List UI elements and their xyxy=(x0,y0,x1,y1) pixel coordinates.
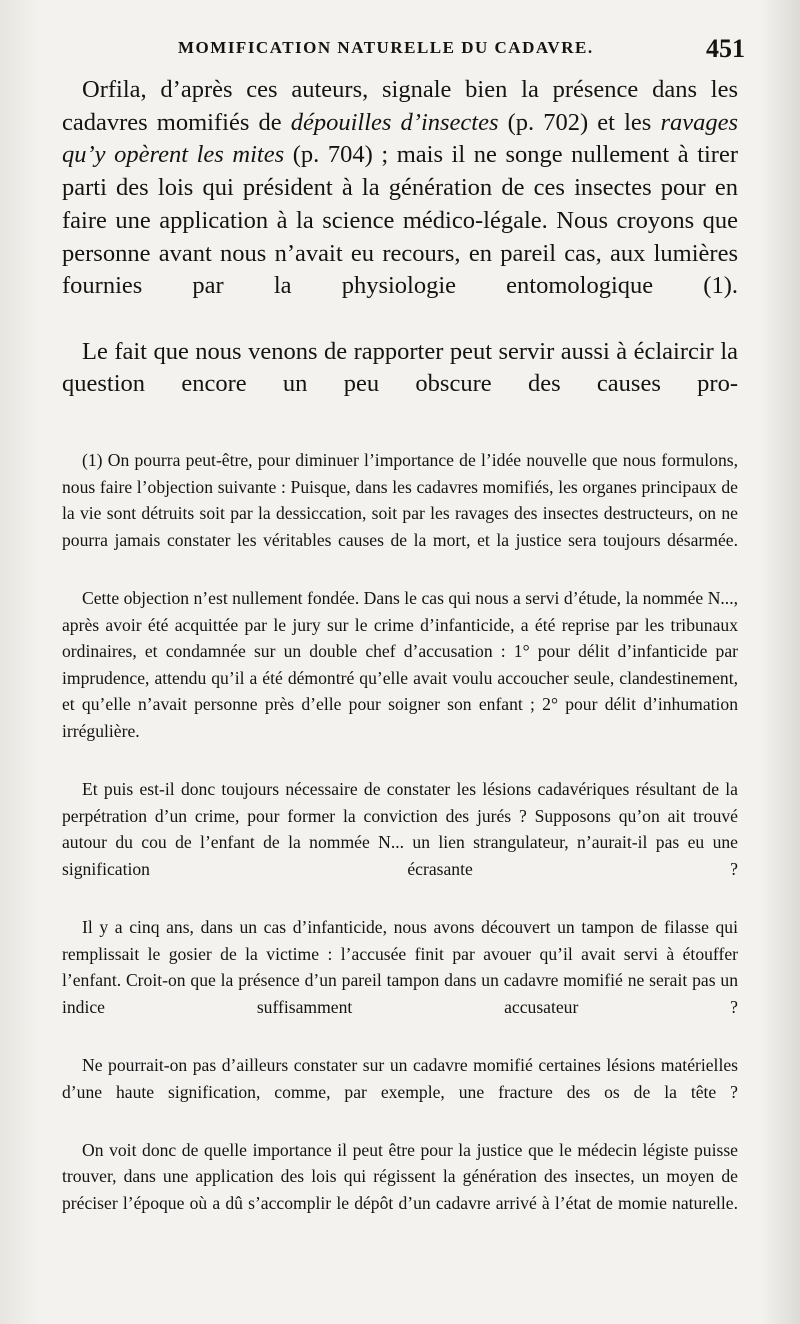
running-head xyxy=(60,34,745,64)
footnote-paragraph: (1) On pourra peut-être, pour diminuer l’importance de l’idée nouvelle que nous formulons, nous faire l’objection suivante : Puisque, dans les cadavres momifiés, les organes principaux de la vie sont détruits soit par la dessiccation, soit par les ravages des insectes destructeurs, on ne pourra jamais constater les véritables causes de la mort, et la justice sera toujours désarmée. xyxy=(62,450,738,550)
text-run: (p. 704) ; mais il ne songe nullement à tirer parti des lois qui président à la génération de ces insectes pour en faire une application à la science médico-légale. Nous croyons que personne avant nous n’avait eu recours, en pareil cas, aux lumières fournies par la physiologie entomologique (1). xyxy=(62,141,738,300)
italic-phrase: dépouilles d’insectes xyxy=(290,108,499,136)
main-paragraph: Le fait que nous venons de rapporter peut servir aussi à éclaircir la question encore un peu obscure des causes pro- xyxy=(62,337,738,398)
footnote-paragraph: On voit donc de quelle importance il peut être pour la justice que le médecin légiste puisse trouver, dans une application des lois qui régissent la génération des insectes, un moyen de préciser l’époque où a dû s’accomplir le dépôt d’un cadavre arrivé à l’état de momie naturelle. xyxy=(62,1139,738,1214)
main-paragraph xyxy=(62,74,738,336)
footnote xyxy=(62,447,738,1243)
footnote-paragraph: Cette objection n’est nullement fondée. Dans le cas qui nous a servi d’étude, la nommée N..., après avoir été acquittée par le jury sur le crime d’infanticide, a été reprise par les tribunaux ordinaires, et condamnée sur un double chef d’accusation : 1° pour délit d’infanticide par imprudence, attendu qu’il a été démontré qu’elle avait voulu accoucher seule, clandestinement, et qu’elle n’avait personne près d’elle pour soigner son enfant ; 2° pour délit d’inhumation irrégulière. xyxy=(62,587,738,741)
footnote-paragraph: Ne pourrait-on pas d’ailleurs constater sur un cadavre momifié certaines lésions matérielles d’une haute signification, comme, par exemple, une fracture des os de la tête ? xyxy=(62,1055,738,1102)
italic-phrase: ravages qu’y opèrent les mites xyxy=(62,108,739,169)
text-run: (p. 702) et les xyxy=(498,108,661,136)
footnote-paragraph: Et puis est-il donc toujours nécessaire de constater les lésions cadavériques résultant de la perpétration d’un crime, pour former la conviction des jurés ? Supposons qu’on ait trouvé autour du cou de l’enfant de la nommée N... un lien strangulateur, n’aurait-il pas eu une signification écrasante ? xyxy=(62,779,738,879)
footnote-paragraph: Il y a cinq ans, dans un cas d’infanticide, nous avons découvert un tampon de filasse qui remplissait le gosier de la victime : l’accusée finit par avouer qu’il avait servi à étouffer l’enfant. Croit-on que la présence d’un pareil tampon dans un cadavre momifié ne serait pas un indice suffisamment accusateur ? xyxy=(62,917,738,1017)
text-run: Orfila, d’après ces auteurs, signale bien la présence dans les cadavres momifiés de xyxy=(62,76,738,136)
page-number: 451 xyxy=(706,34,745,63)
running-title: MOMIFICATION NATURELLE DU CADAVRE. xyxy=(178,38,594,57)
main-text xyxy=(62,74,738,434)
